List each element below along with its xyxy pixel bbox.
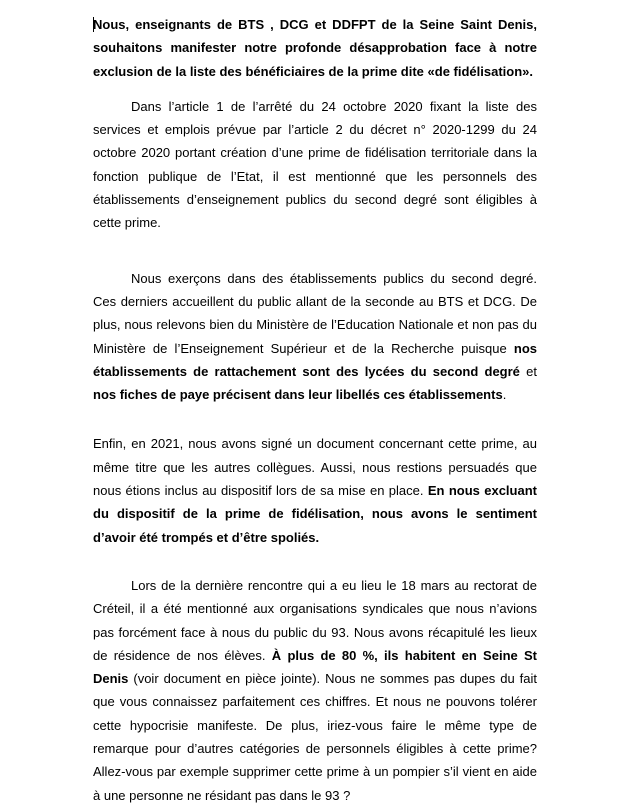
text-run: Lors de la dernière rencontre qui a eu lieu le 18 mars au rectorat de Créteil, il a été mentionné aux organisations syndicales que nous n’avions pas forcément face à nous du public du 93. Nous avons récapitulé les lieux de résidence de nos élèves. [93,577,537,663]
paragraph-rencontre [93,574,537,807]
intro-paragraph: Nous, enseignants de BTS , DCG et DDFPT de la Seine Saint Denis, souhaitons manifester notre profonde désapprobation face à notre exclusion de la liste des bénéficiaires de la prime dite «de fidélisation». [93,17,537,79]
paragraph-enfin [93,432,537,548]
text-run: (voir document en pièce jointe). Nous ne sommes pas dupes du fait que vous connaissez parfaitement ces chiffres. Et nous ne pouvons tolérer cette hypocrisie manifeste. De plus, iriez-vous faire le même type de remarque pour d’autres catégories de personnels éligibles à cette prime? Allez-vous par exemple supprimer cette prime à un pompier s’il vient en aide à une personne ne résidant pas dans le 93 ? [93,671,537,803]
document-body [93,13,537,807]
text-run: . [502,387,507,403]
bold-run: À plus de 80 %, ils habitent en Seine St Denis [93,647,538,687]
text-run: et [519,363,537,379]
paragraph-etablissements [93,267,537,407]
bold-run: En nous excluant du dispositif de la prime de fidélisation, nous avons le sentiment d’avoir été trompés et d’être spoliés. [93,483,537,545]
paragraph-article-1: Dans l’article 1 de l’arrêté du 24 octobre 2020 fixant la liste des services et emplois prévue par l’article 2 du décret n° 2020-1299 du 24 octobre 2020 portant création d’une prime de fidélisation territoriale dans la fonction publique de l’Etat, il est mentionné que les personnels des établissements d’enseignement publics du second degré sont éligibles à cette prime. [93,98,537,231]
text-run: Enfin, en 2021, nous avons signé un document concernant cette prime, au même titre que les autres collègues. Aussi, nous restions persuadés que nous étions inclus au dispositif lors de sa mise en place. [93,436,537,499]
bold-run: nos fiches de paye précisent dans leur libellés ces établissements [93,387,503,403]
text-run: Nous exerçons dans des établissements publics du second degré. Ces derniers accueillent du public allant de la seconde au BTS et DCG. De plus, nous relevons bien du Ministère de l’Education Nationale et non pas du Ministère de l’Enseignement Supérieur et de la Recherche puisque [93,270,537,356]
bold-run: nos établissements de rattachement sont des lycées du second degré [93,340,537,379]
